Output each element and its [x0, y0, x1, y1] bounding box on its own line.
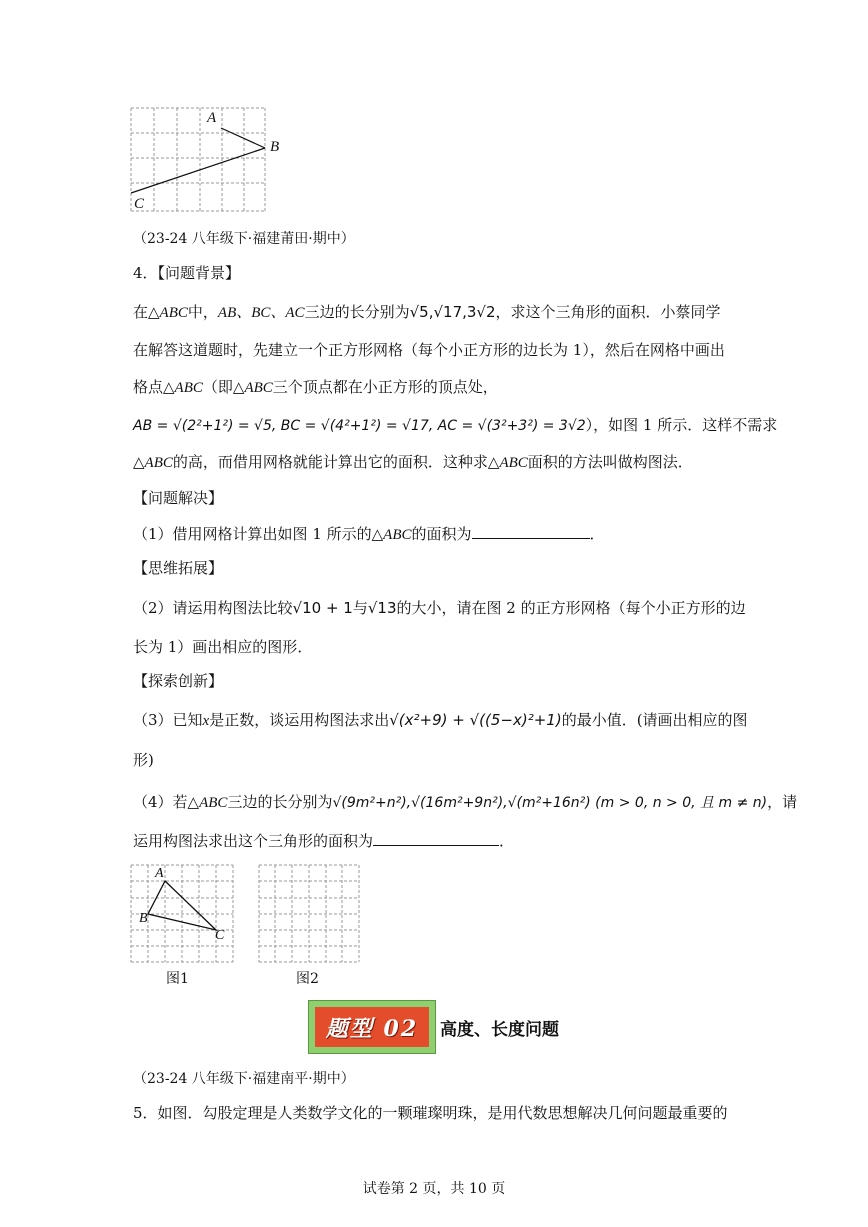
- answer-blank-4[interactable]: [373, 831, 499, 846]
- q5-text: 5．如图．勾股定理是人类数学文化的一颗璀璨明珠，是用代数思想解决几何问题最重要的: [133, 1104, 728, 1122]
- fig1-label-b: B: [139, 911, 148, 926]
- math-compare-b: √13: [367, 599, 397, 617]
- q4-part4-cont: 运用构图法求出这个三角形的面积为 ．: [133, 832, 515, 850]
- answer-blank-1[interactable]: [472, 524, 590, 539]
- figure2-grid: [256, 862, 364, 966]
- q4-part2: （2）请运用构图法比较√10 + 1与√13的大小，请在图 2 的正方形网格（每个小正方形的边: [133, 599, 746, 617]
- q4-para2: 在解答这道题时，先建立一个正方形网格（每个小正方形的边长为 1），然后在网格中画出: [133, 341, 725, 359]
- q4-para3: 格点△ABC（即△ABC三个顶点都在小正方形的顶点处，: [133, 378, 498, 396]
- math-side-lengths: AB = √(2²+1²) = √5, BC = √(4²+1²) = √17, AC = √(3²+3²) = 3√2: [133, 418, 586, 434]
- section-tag-badge: [308, 1000, 436, 1054]
- top-label-a: A: [207, 110, 217, 126]
- math-sides: √5,√17,3√2: [409, 303, 496, 321]
- explore-heading: 【探索创新】: [133, 672, 224, 690]
- top-label-b: B: [270, 139, 280, 155]
- q4-para1: 在△ABC中，AB、BC、AC三边的长分别为√5,√17,3√2，求这个三角形的面积．小蔡同学: [133, 303, 721, 321]
- solve-heading: 【问题解决】: [133, 489, 224, 507]
- math-side-expr: √(9m²+n²),√(16m²+9n²),√(m²+16n²) (m > 0, n > 0, 且 m ≠ n): [332, 795, 768, 811]
- page-footer: 试卷第 2 页，共 10 页: [362, 1181, 506, 1197]
- fig1-caption: 图1: [166, 971, 189, 987]
- section-title: 高度、长度问题: [440, 1020, 559, 1040]
- q4-part2-cont: 长为 1）画出相应的图形．: [133, 638, 313, 656]
- q4-part1: （1）借用网格计算出如图 1 所示的△ABC的面积为 ．: [133, 525, 605, 543]
- q4-para5: △ABC的高，而借用网格就能计算出它的面积．这种求△ABC面积的方法叫做构图法．: [133, 453, 693, 471]
- fig2-caption: 图2: [296, 971, 319, 987]
- q5-source: （23-24 八年级下·福建南平·期中）: [133, 1071, 355, 1087]
- q4-source: （23-24 八年级下·福建莆田·期中）: [133, 231, 355, 247]
- math-min-expr: √(x²+9) + √((5−x)²+1): [389, 711, 562, 729]
- q4-heading: 4．【问题背景】: [133, 264, 241, 282]
- fig1-label-a: A: [155, 866, 164, 881]
- top-label-c: C: [134, 196, 145, 212]
- q4-part4: （4）若△ABC三边的长分别为√(9m²+n²),√(16m²+9n²),√(m²+16n²) (m > 0, n > 0, 且 m ≠ n)，请: [133, 793, 798, 811]
- math-compare-a: √10 + 1: [292, 599, 353, 617]
- section-tag-label: 题型 02: [315, 1007, 429, 1047]
- think-heading: 【思维拓展】: [133, 559, 224, 577]
- fig1-label-c: C: [215, 928, 225, 943]
- q4-part3-cont: 形): [133, 751, 154, 769]
- q4-part3: （3）已知x是正数，谈运用构图法求出√(x²+9) + √((5−x)²+1)的最小值．(请画出相应的图: [133, 711, 748, 729]
- q4-para4: AB = √(2²+1²) = √5, BC = √(4²+1²) = √17, AC = √(3²+3²) = 3√2），如图 1 所示．这样不需求: [133, 416, 778, 434]
